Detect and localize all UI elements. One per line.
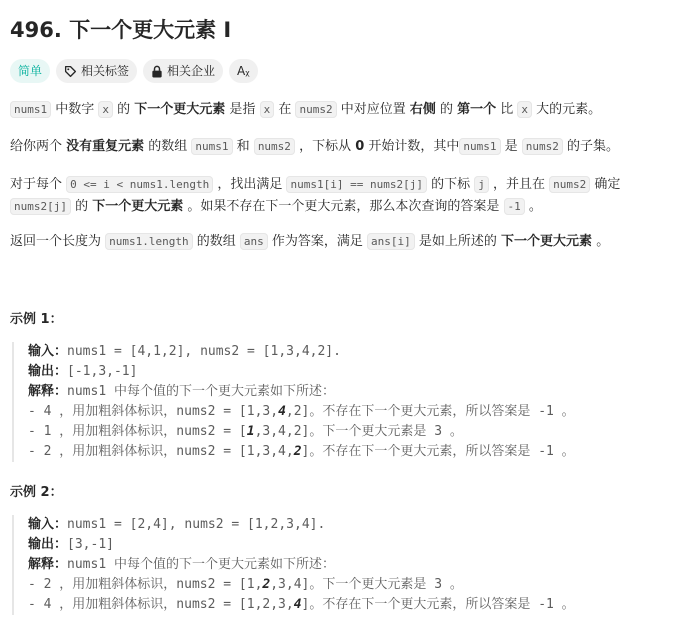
highlighted-number: 2 (262, 577, 271, 592)
text-segment: 。如果不存在下一个更大元素，那么本次查询的答案是 (183, 199, 504, 214)
inline-code: x (517, 101, 532, 118)
bold-text: 第一个 (457, 102, 497, 117)
text-segment: ]。不存在下一个更大元素，所以答案是 -1 。 (301, 444, 575, 459)
description-paragraph-1 (10, 98, 674, 122)
text-segment: [-1,3,-1] (67, 364, 138, 379)
example-line (28, 442, 628, 462)
page-title: 496. 下一个更大元素 I (10, 18, 232, 42)
text-segment: 返回一个长度为 (10, 234, 106, 249)
tag-icon (64, 65, 77, 78)
inline-code: nums2 (254, 138, 295, 155)
text-segment: 作为答案，满足 (267, 234, 368, 249)
text-segment: 。 (524, 199, 542, 214)
inline-code: nums2 (549, 176, 590, 193)
text-segment: 的 (70, 199, 93, 214)
inline-code: nums1.length (105, 233, 192, 250)
text-segment: - 2 ，用加粗斜体标识，nums2 = [1, (28, 577, 263, 592)
inline-code: nums2[j] (10, 198, 71, 215)
example-field-label: 输入： (28, 344, 68, 359)
text-segment: 的 (435, 102, 458, 117)
text-segment: - 2 ，用加粗斜体标识，nums2 = [1,3,4, (28, 444, 294, 459)
bold-text: 下一个更大元素 (92, 199, 184, 214)
text-segment: 的下标 (426, 177, 475, 192)
highlighted-number: 4 (293, 597, 302, 612)
text-segment: - 4 ，用加粗斜体标识，nums2 = [1,2,3, (28, 597, 294, 612)
text-segment: 大的元素。 (532, 102, 602, 117)
inline-code: ans[i] (367, 233, 415, 250)
inline-code: x (260, 101, 275, 118)
text-segment: [3,-1] (67, 537, 114, 552)
text-segment: 和 (232, 139, 254, 154)
text-segment: 给你两个 (10, 139, 67, 154)
text-segment: 比 (496, 102, 518, 117)
description-paragraph-3-line-1 (10, 173, 674, 197)
text-segment: ,3,4]。下一个更大元素是 3 。 (270, 577, 463, 592)
related-companies-label: 相关企业 (167, 64, 216, 78)
example-1-block (12, 342, 628, 462)
example-line (28, 402, 628, 422)
bold-text: 下一个更大元素 (501, 234, 593, 249)
example-line (28, 515, 628, 535)
text-segment: ,2]。不存在下一个更大元素，所以答案是 -1 。 (285, 404, 575, 419)
text-segment: 的数组 (144, 139, 192, 154)
inline-code: nums2 (522, 138, 563, 155)
text-segment: 的 (113, 102, 135, 117)
text-segment: nums1 = [2,4], nums2 = [1,2,3,4]. (67, 517, 326, 532)
example-field-label: 解释： (28, 384, 68, 399)
description-paragraph-2 (10, 135, 674, 159)
inline-code: nums1 (10, 101, 51, 118)
text-segment: - 4 ，用加粗斜体标识，nums2 = [1,3, (28, 404, 279, 419)
text-segment: 对于每个 (10, 177, 67, 192)
text-segment: ，找出满足 (213, 177, 287, 192)
text-segment: 的子集。 (562, 139, 620, 154)
tag-bar (10, 59, 258, 83)
example-field-label: 解释： (28, 557, 68, 572)
text-segment: 中对应位置 (336, 102, 410, 117)
related-tags-button[interactable] (56, 59, 137, 83)
text-segment: - 1 ，用加粗斜体标识，nums2 = [ (28, 424, 247, 439)
example-line (28, 382, 628, 402)
inline-code: nums2 (295, 101, 336, 118)
difficulty-badge[interactable] (10, 59, 50, 83)
example-line (28, 575, 628, 595)
example-field-label: 输出： (28, 364, 68, 379)
inline-code: x (98, 101, 113, 118)
bold-text: 右侧 (409, 102, 436, 117)
text-segment: 是指 (225, 102, 260, 117)
example-line (28, 535, 628, 555)
inline-code: nums1[i] == nums2[j] (286, 176, 426, 193)
inline-code: 0 <= i < nums1.length (66, 176, 213, 193)
translate-button[interactable] (229, 59, 258, 83)
text-segment: 的数组 (192, 234, 240, 249)
difficulty-label: 简单 (18, 64, 43, 78)
highlighted-number: 2 (293, 444, 302, 459)
inline-code: nums1 (191, 138, 232, 155)
example-line (28, 422, 628, 442)
bold-text: 下一个更大元素 (134, 102, 226, 117)
inline-code: j (474, 176, 489, 193)
description-paragraph-4 (10, 230, 674, 254)
bold-text: 没有重复元素 (66, 139, 145, 154)
text-segment: 。 (592, 234, 610, 249)
text-segment: ,3,4,2]。下一个更大元素是 3 。 (254, 424, 463, 439)
text-segment: 中数字 (51, 102, 99, 117)
related-tags-label: 相关标签 (81, 64, 130, 78)
text-segment: 开始计数，其中 (364, 139, 460, 154)
text-segment: 在 (274, 102, 296, 117)
bold-text: 0 (355, 139, 365, 154)
related-companies-button[interactable] (143, 59, 223, 83)
description-paragraph-3-line-2 (10, 195, 674, 219)
example-field-label: 输出： (28, 537, 68, 552)
lock-icon (151, 65, 163, 78)
text-segment: 是如上所述的 (414, 234, 502, 249)
example-1-title: 示例 1： (10, 312, 63, 327)
highlighted-number: 1 (246, 424, 255, 439)
inline-code: -1 (504, 198, 525, 215)
example-line (28, 595, 628, 615)
example-field-label: 输入： (28, 517, 68, 532)
text-segment: nums1 中每个值的下一个更大元素如下所述： (67, 557, 335, 572)
inline-code: ans (240, 233, 268, 250)
text-segment: ，下标从 (294, 139, 356, 154)
text-segment: nums1 = [4,1,2], nums2 = [1,3,4,2]. (67, 344, 341, 359)
text-segment: 是 (500, 139, 522, 154)
example-2-title: 示例 2： (10, 485, 63, 500)
example-line (28, 342, 628, 362)
text-segment: nums1 中每个值的下一个更大元素如下所述： (67, 384, 335, 399)
inline-code: nums1 (459, 138, 500, 155)
example-2-block (12, 515, 628, 615)
text-segment: ，并且在 (488, 177, 550, 192)
example-line (28, 362, 628, 382)
text-segment: 确定 (590, 177, 621, 192)
highlighted-number: 4 (278, 404, 286, 419)
text-segment: ]。不存在下一个更大元素，所以答案是 -1 。 (301, 597, 575, 612)
example-line (28, 555, 628, 575)
translate-icon: Aᵪ (237, 64, 250, 78)
